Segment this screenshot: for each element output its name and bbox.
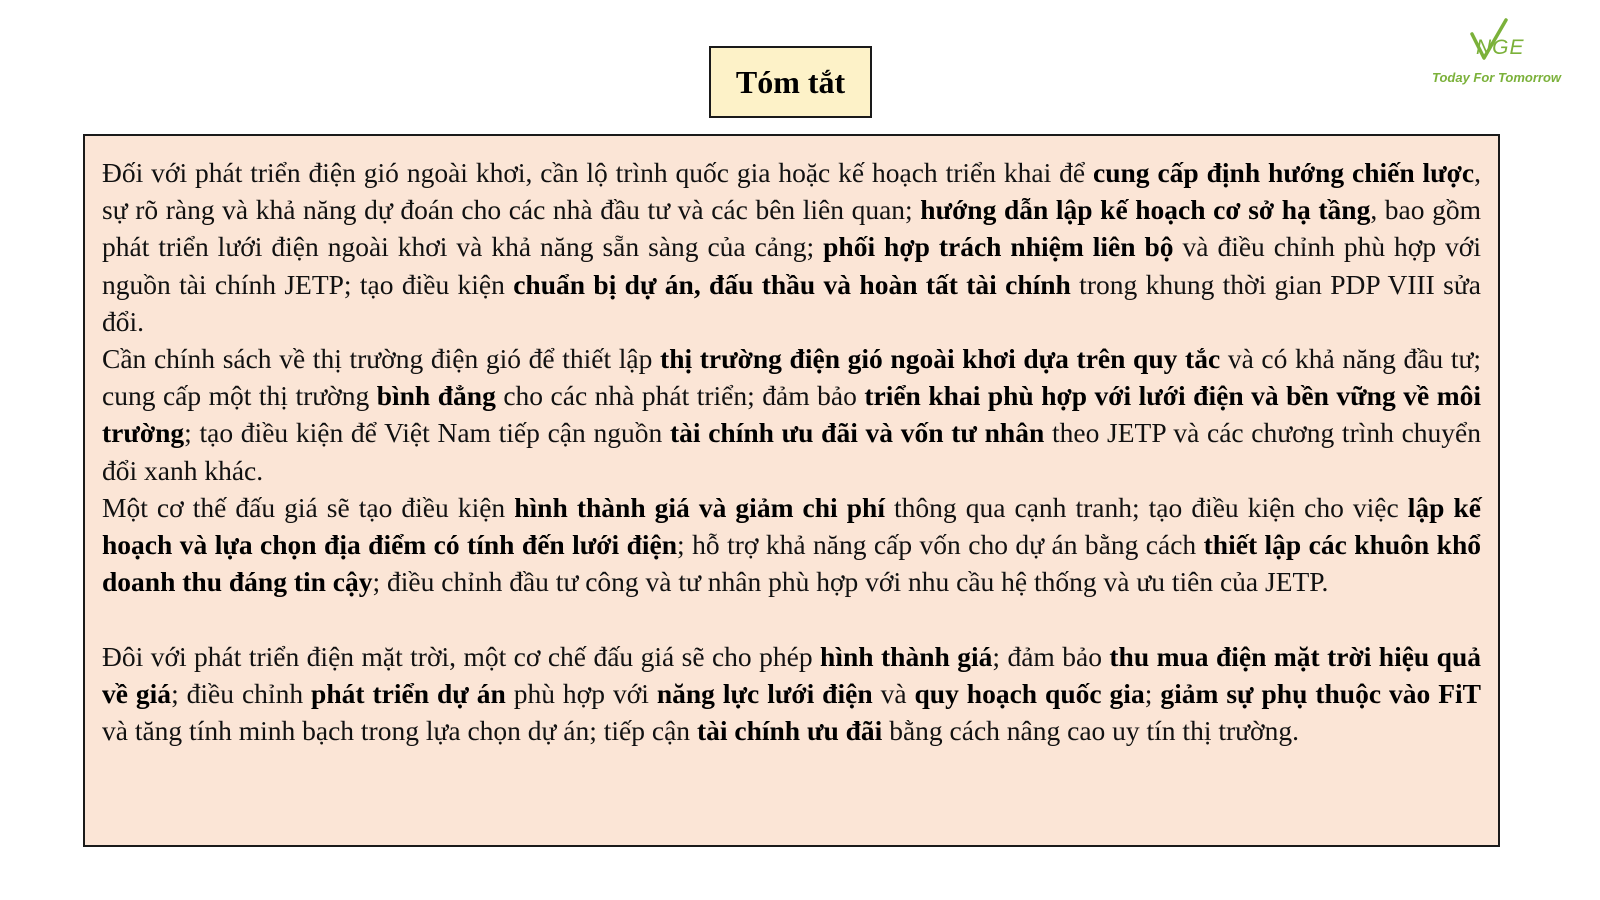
bold-run: thu mua điện mặt trời hiệu quả về giá (102, 640, 1481, 709)
bold-run: quy hoạch quốc gia (914, 677, 1145, 709)
text-run: Cần chính sách về thị trường điện gió để thiết lập (102, 343, 661, 375)
paragraph-offshore-wind-roadmap (102, 154, 1481, 340)
bold-run: tài chính ưu đãi và vốn tư nhân (669, 417, 1045, 449)
bold-run: thiết lập các khuôn khổ doanh thu đáng tin cậy (102, 529, 1482, 598)
bold-run: lập kế hoạch và lựa chọn địa điểm có tính đến lưới điện (102, 491, 1482, 561)
text-run: ; đảm bảo (992, 640, 1110, 672)
bold-run: phối hợp trách nhiệm liên bộ (823, 231, 1174, 263)
text-run: ; (1144, 677, 1161, 709)
vnge-logo (1420, 14, 1570, 92)
text-run: thông qua cạnh tranh; tạo điều kiện cho việc (884, 491, 1408, 523)
text-run: ; điều chỉnh đầu tư công và tư nhân phù hợp với nhu cầu hệ thống và ưu tiên của JETP. (372, 566, 1329, 598)
summary-box (83, 134, 1500, 847)
bold-run: chuẩn bị dự án, đấu thầu và hoàn tất tài chính (513, 268, 1071, 300)
bold-run: hướng dẫn lập kế hoạch cơ sở hạ tầng (920, 194, 1371, 226)
text-run: ; điều chỉnh (171, 677, 312, 709)
bold-run: tài chính ưu đãi (696, 715, 883, 747)
slide-title: Tóm tắt (735, 63, 846, 100)
text-run: bằng cách nâng cao uy tín thị trường. (882, 715, 1299, 747)
text-run: Một cơ thế đấu giá sẽ tạo điều kiện (102, 491, 515, 523)
text-run: Đối với phát triển điện gió ngoài khơi, cần lộ trình quốc gia hoặc kế hoạch triển khai để (102, 157, 1093, 188)
text-run: và tăng tính minh bạch trong lựa chọn dự án; tiếp cận (102, 715, 697, 747)
text-run: Đôi với phát triển điện mặt trời, một cơ chế đấu giá sẽ cho phép (102, 640, 821, 672)
logo-brand: NGE (1476, 36, 1525, 59)
text-run: cho các nhà phát triển; đảm bảo (495, 380, 865, 412)
paragraph-wind-market-policy (102, 340, 1481, 489)
bold-run: thị trường điện gió ngoài khơi dựa trên quy tắc (660, 343, 1221, 375)
paragraph-auction-mechanism (102, 489, 1481, 601)
bold-run: phát triển dự án (311, 677, 506, 709)
title-box (709, 46, 872, 118)
text-run: và có khả năng đầu tư; cung cấp một thị trường (102, 343, 1482, 412)
text-run: và điều chỉnh phù hợp với nguồn tài chính JETP; tạo điều kiện (102, 231, 1481, 300)
text-run: ; hỗ trợ khả năng cấp vốn cho dự án bằng cách (677, 529, 1204, 561)
bold-run: hình thành giá và giảm chi phí (514, 491, 885, 523)
text-run: , sự rõ ràng và khả năng dự đoán cho các nhà đầu tư và các bên liên quan; (102, 157, 1481, 226)
bold-run: giảm sự phụ thuộc vào FiT (1160, 677, 1481, 709)
text-run: ; tạo điều kiện để Việt Nam tiếp cận nguồn (184, 417, 670, 449)
text-run: theo JETP và các chương trình chuyển đổi xanh khác. (102, 417, 1481, 486)
text-run: , bao gồm phát triển lưới điện ngoài khơi và khả năng sẵn sàng của cảng; (102, 194, 1481, 263)
bold-run: năng lực lưới điện (656, 677, 873, 709)
text-run: trong khung thời gian PDP VIII sửa đổi. (102, 268, 1481, 337)
logo-tagline: Today For Tomorrow (1432, 70, 1562, 85)
bold-run: triển khai phù hợp với lưới điện và bền vững về môi trường (102, 380, 1481, 449)
bold-run: bình đẳng (376, 380, 496, 412)
bold-run: hình thành giá (820, 640, 993, 672)
bold-run: cung cấp định hướng chiến lược (1093, 157, 1475, 188)
text-run: phù hợp với (505, 677, 657, 709)
text-run: và (872, 677, 915, 709)
paragraph-solar-development (102, 638, 1481, 750)
